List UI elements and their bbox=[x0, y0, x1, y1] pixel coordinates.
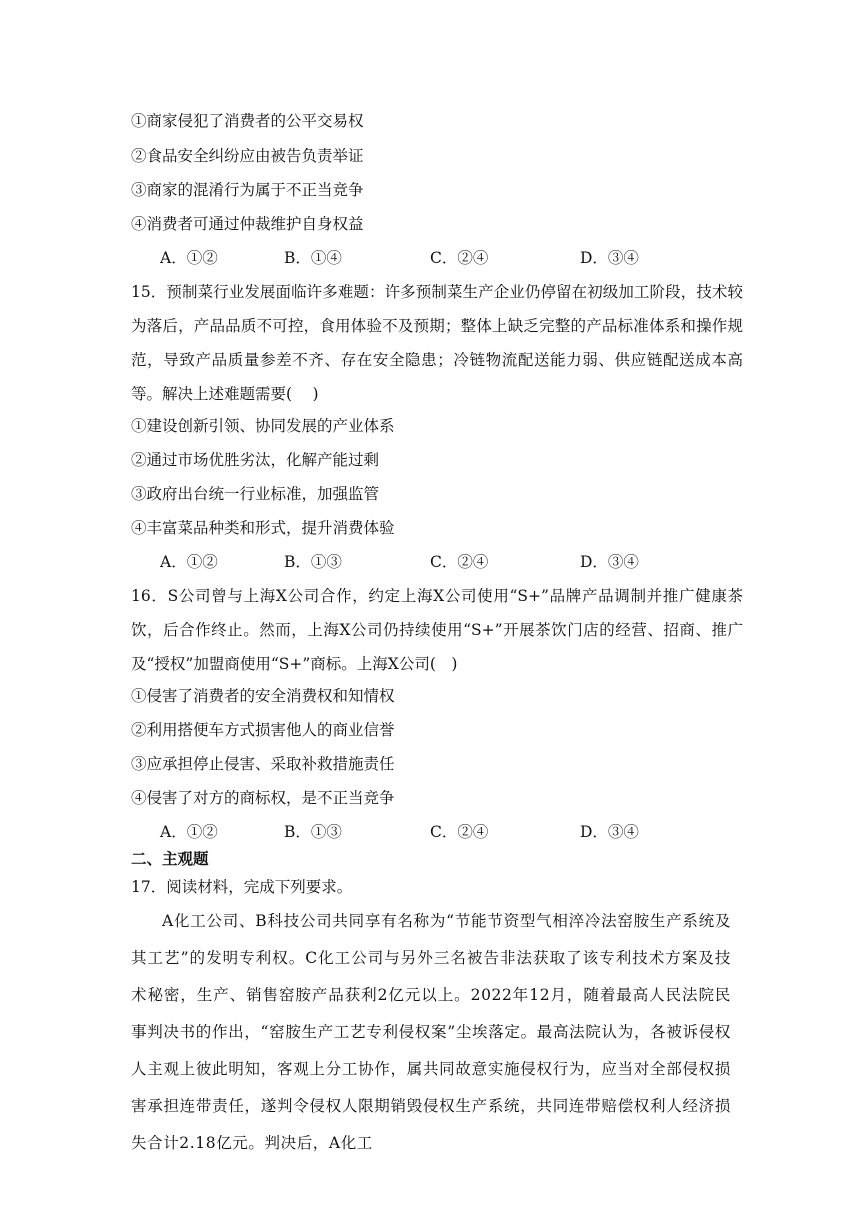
q16-option-b[interactable]: B．①③ bbox=[284, 823, 342, 841]
q14-item-2: ②食品安全纠纷应由被告负责举证 bbox=[131, 147, 364, 165]
q16-item-1: ①侵害了消费者的安全消费权和知情权 bbox=[131, 687, 395, 705]
q17-material: A化工公司、B科技公司共同享有名称为“节能节资型气相淬冷法窑胺生产系统及其工艺”的发明专利权。C化工公司与另外三名被告非法获取了该专利技术方案及技术秘密，生产、销售窑胺产品获利2亿元以上。2022年12月，随着最高人民法院民事判决书的作出，“窑胺生产工艺专利侵权案”尘埃落定。最高法院认为，各被诉侵权人主观上彼此明知，客观上分工协作，属共同故意实施侵权行为，应当对全部侵权损害承担连带责任，遂判令侵权人限期销毁侵权生产系统，共同连带赔偿权利人经济损失合计2.18亿元。判决后，A化工 bbox=[131, 912, 731, 1152]
section-title: 二、主观题 bbox=[131, 849, 209, 868]
q15-option-c[interactable]: C．②④ bbox=[430, 553, 489, 571]
q16-option-c[interactable]: C．②④ bbox=[430, 823, 489, 841]
q15-item-1: ①建设创新引领、协同发展的产业体系 bbox=[131, 417, 395, 435]
q17-stem: 17．阅读材料，完成下列要求。 bbox=[131, 878, 353, 896]
q16-item-4: ④侵害了对方的商标权，是不正当竞争 bbox=[131, 789, 395, 807]
q15-option-b[interactable]: B．①③ bbox=[284, 553, 342, 571]
q16-option-d[interactable]: D．③④ bbox=[580, 823, 639, 841]
q14-item-3: ③商家的混淆行为属于不正当竞争 bbox=[131, 181, 364, 199]
q16-stem: 16．S公司曾与上海X公司合作，约定上海X公司使用“S+”品牌产品调制并推广健康茶饮，后合作终止。然而，上海X公司仍持续使用“S+”开展茶饮门店的经营、招商、推广及“授权”加盟商使用“S+”商标。上海X公司( ) bbox=[131, 587, 743, 673]
q14-option-b[interactable]: B．①④ bbox=[284, 249, 342, 267]
q15-option-a[interactable]: A．①② bbox=[160, 553, 218, 571]
q14-item-4: ④消费者可通过仲裁维护自身权益 bbox=[131, 215, 364, 233]
q15-item-2: ②通过市场优胜劣汰，化解产能过剩 bbox=[131, 451, 380, 469]
q16-item-3: ③应承担停止侵害、采取补救措施责任 bbox=[131, 755, 395, 773]
q14-option-a[interactable]: A．①② bbox=[160, 249, 218, 267]
q14-option-d[interactable]: D．③④ bbox=[580, 249, 639, 267]
q16-option-a[interactable]: A．①② bbox=[160, 823, 218, 841]
q15-option-d[interactable]: D．③④ bbox=[580, 553, 639, 571]
q14-item-1: ①商家侵犯了消费者的公平交易权 bbox=[131, 112, 364, 130]
q16-item-2: ②利用搭便车方式损害他人的商业信誉 bbox=[131, 721, 395, 739]
q15-stem: 15．预制菜行业发展面临许多难题：许多预制菜生产企业仍停留在初级加工阶段，技术较为落后，产品品质不可控，食用体验不及预期；整体上缺乏完整的产品标准体系和操作规范，导致产品质量参差不齐、存在安全隐患；冷链物流配送能力弱、供应链配送成本高等。解决上述难题需要( ) bbox=[131, 283, 743, 403]
q15-item-3: ③政府出台统一行业标准，加强监管 bbox=[131, 485, 380, 503]
q14-option-c[interactable]: C．②④ bbox=[430, 249, 489, 267]
q15-item-4: ④丰富菜品种类和形式，提升消费体验 bbox=[131, 519, 395, 537]
